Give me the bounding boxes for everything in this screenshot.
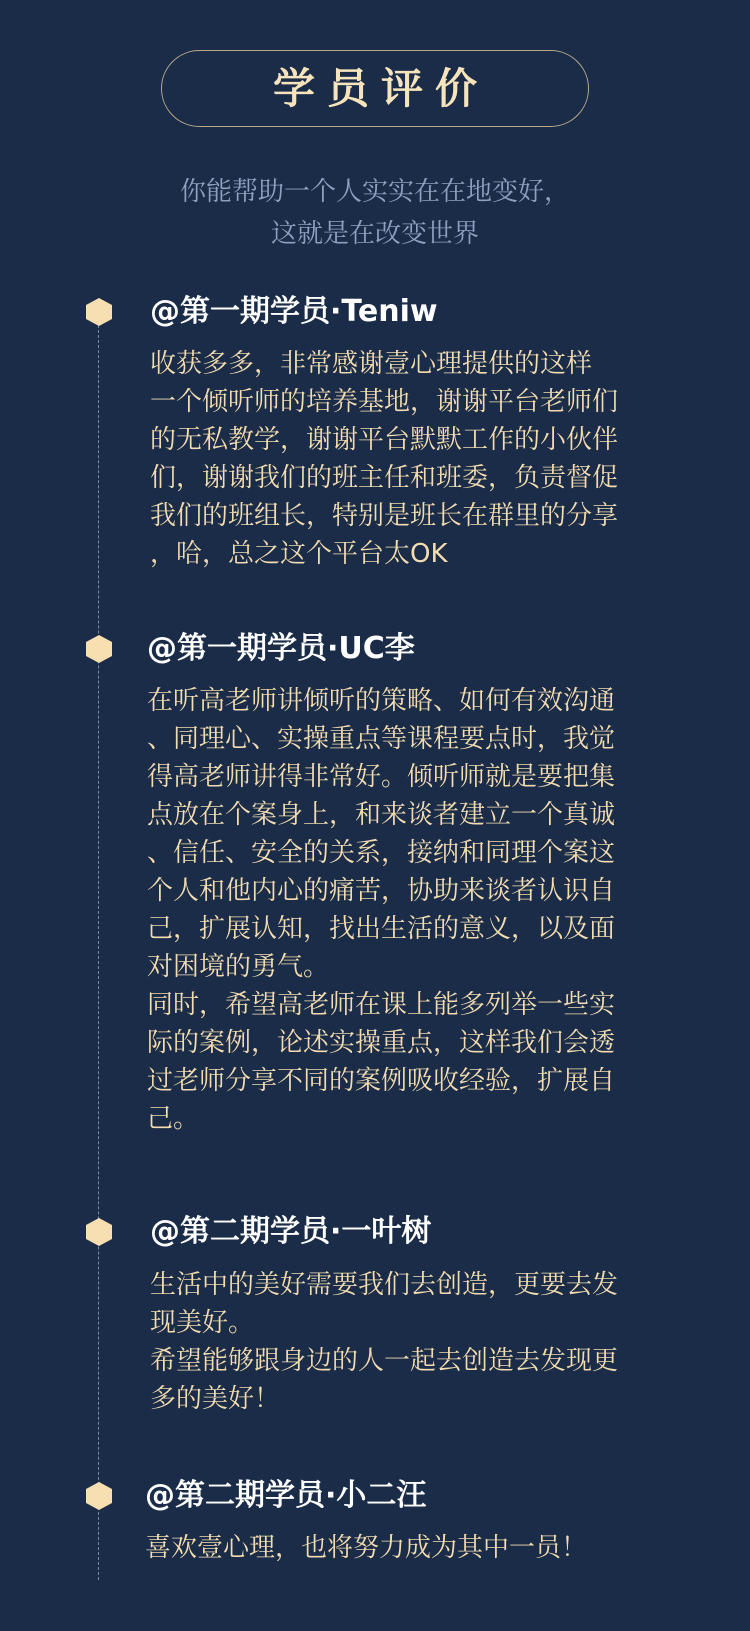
review-author: @第二期学员·一叶树 xyxy=(150,1214,432,1249)
timeline-marker-icon xyxy=(86,1218,112,1246)
review-line: 对困境的勇气。 xyxy=(147,952,330,982)
review-line: 在听高老师讲倾听的策略、如何有效沟通 xyxy=(147,686,616,716)
review-line: 己，扩展认知，找出生活的意义，以及面 xyxy=(147,914,616,944)
review-line: 得高老师讲得非常好。倾听师就是要把集 xyxy=(147,762,616,792)
review-author: @第二期学员·小二汪 xyxy=(145,1478,427,1513)
review-line: 收获多多，非常感谢壹心理提供的这样 xyxy=(150,349,593,379)
review-line: 我们的班组长，特别是班长在群里的分享 xyxy=(150,501,619,531)
subtitle-line-2: 这就是在改变世界 xyxy=(270,219,479,249)
review-line: 们，谢谢我们的班主任和班委，负责督促 xyxy=(150,463,619,493)
review-text xyxy=(150,345,618,573)
review-line: 过老师分享不同的案例吸收经验，扩展自 xyxy=(147,1066,616,1096)
review-line: 己。 xyxy=(147,1104,200,1134)
review-line: 的无私教学，谢谢平台默默工作的小伙伴 xyxy=(150,425,619,455)
review-line: 个人和他内心的痛苦，协助来谈者认识自 xyxy=(147,876,616,906)
review-line: 点放在个案身上，和来谈者建立一个真诚 xyxy=(147,800,616,830)
review-line: 、同理心、实操重点等课程要点时，我觉 xyxy=(147,724,616,754)
review-line: 生活中的美好需要我们去创造，更要去发 xyxy=(150,1270,619,1300)
timeline-marker-icon xyxy=(86,1482,112,1510)
review-text xyxy=(150,1266,618,1418)
review-line: 际的案例，论述实操重点，这样我们会透 xyxy=(147,1028,616,1058)
review-author: @第一期学员·Teniw xyxy=(150,294,438,329)
timeline-line xyxy=(98,310,99,1580)
review-text xyxy=(145,1529,587,1567)
timeline-marker-icon xyxy=(86,635,112,663)
review-line: 同时，希望高老师在课上能多列举一些实 xyxy=(147,990,616,1020)
timeline-marker-icon xyxy=(86,298,112,326)
review-line: 、信任、安全的关系，接纳和同理个案这 xyxy=(147,838,616,868)
subtitle-line-1: 你能帮助一个人实实在在地变好， xyxy=(179,177,570,207)
review-line: 希望能够跟身边的人一起去创造去发现更 xyxy=(150,1346,619,1376)
review-line: 现美好。 xyxy=(150,1308,255,1338)
review-author: @第一期学员·UC李 xyxy=(147,631,415,666)
review-line: 喜欢壹心理，也将努力成为其中一员！ xyxy=(145,1533,588,1563)
review-text xyxy=(147,682,615,1138)
review-line: ，哈，总之这个平台太OK xyxy=(150,539,448,569)
section-title-pill xyxy=(161,50,589,127)
review-line: 一个倾听师的培养基地，谢谢平台老师们 xyxy=(150,387,619,417)
section-title: 学员评价 xyxy=(272,63,489,113)
review-line: 多的美好！ xyxy=(150,1384,281,1414)
